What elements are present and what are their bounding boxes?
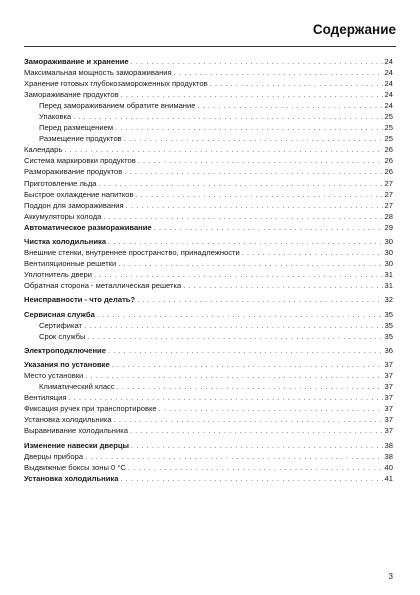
toc-entry-page: 24	[384, 57, 393, 66]
toc-entry[interactable]	[24, 122, 393, 133]
toc-dot-leader	[121, 89, 383, 100]
toc-entry[interactable]	[24, 473, 393, 484]
toc-dot-leader	[64, 144, 382, 155]
toc-entry-title: Замораживание и хранение	[24, 57, 129, 66]
toc-entry[interactable]	[24, 111, 393, 122]
toc-entry[interactable]	[24, 247, 393, 258]
toc-entry-title: Фиксация ручек при транспортировке	[24, 404, 157, 414]
toc-entry-page: 30	[384, 247, 393, 257]
toc-entry[interactable]	[24, 370, 393, 381]
toc-entry[interactable]	[24, 189, 393, 200]
toc-entry-title: Климатический класс	[39, 382, 115, 392]
toc-entry-page: 37	[384, 393, 393, 403]
page-title: Содержание	[312, 22, 396, 37]
toc-entry-page: 26	[384, 167, 393, 177]
toc-entry[interactable]	[24, 236, 393, 247]
toc-entry-page: 25	[384, 112, 393, 122]
toc-entry-title: Максимальная мощность замораживания	[24, 68, 172, 78]
toc-entry-title: Вентиляционные решетки	[24, 259, 117, 269]
toc-entry-page: 30	[384, 259, 393, 269]
toc-entry-page: 25	[384, 123, 393, 133]
toc-entry-page: 35	[384, 320, 393, 330]
toc-dot-leader	[120, 473, 382, 484]
toc-entry-title: Установка холодильника	[24, 415, 112, 425]
toc-entry-page: 26	[384, 156, 393, 166]
toc-dot-leader	[154, 222, 383, 233]
toc-entry[interactable]	[24, 258, 393, 269]
page-header	[24, 18, 396, 47]
toc-entry[interactable]	[24, 144, 393, 155]
toc-entry[interactable]	[24, 166, 393, 177]
toc-dot-leader	[197, 100, 382, 111]
toc-entry[interactable]	[24, 56, 393, 67]
page-number: 3	[388, 572, 393, 581]
toc-dot-leader	[136, 189, 383, 200]
toc-dot-leader	[210, 78, 383, 89]
toc-entry-title: Хранение готовых глубокозамороженных продуктов	[24, 79, 208, 89]
toc-dot-leader	[84, 320, 383, 331]
toc-entry-page: 40	[384, 462, 393, 472]
toc-dot-leader	[112, 359, 383, 370]
toc-entry-title: Перед размещением	[39, 123, 114, 133]
toc-dot-leader	[138, 155, 383, 166]
toc-dot-leader	[128, 462, 383, 473]
table-of-contents	[24, 56, 393, 484]
toc-dot-leader	[137, 294, 382, 305]
toc-entry-page: 24	[384, 79, 393, 89]
toc-dot-leader	[159, 403, 383, 414]
toc-entry-page: 27	[384, 178, 393, 188]
toc-entry[interactable]	[24, 440, 393, 451]
toc-entry[interactable]	[24, 211, 393, 222]
toc-entry[interactable]	[24, 269, 393, 280]
toc-dot-leader	[126, 200, 383, 211]
toc-entry-page: 27	[384, 189, 393, 199]
toc-entry[interactable]	[24, 100, 393, 111]
toc-entry-page: 29	[384, 222, 393, 232]
toc-entry[interactable]	[24, 67, 393, 78]
toc-entry[interactable]	[24, 309, 393, 320]
toc-dot-leader	[131, 56, 383, 67]
toc-entry[interactable]	[24, 78, 393, 89]
toc-entry-page: 37	[384, 360, 393, 370]
toc-entry-page: 37	[384, 415, 393, 425]
toc-dot-leader	[124, 133, 383, 144]
toc-entry-title: Поддон для замораживания	[24, 200, 124, 210]
toc-entry[interactable]	[24, 133, 393, 144]
toc-dot-leader	[99, 178, 383, 189]
toc-dot-leader	[103, 211, 382, 222]
toc-entry-title: Выравнивание холодильника	[24, 426, 128, 436]
toc-entry-page: 35	[384, 309, 393, 319]
toc-dot-leader	[85, 370, 382, 381]
toc-entry-title: Место установки	[24, 371, 84, 381]
toc-dot-leader	[242, 247, 383, 258]
toc-entry-page: 31	[384, 270, 393, 280]
toc-entry-title: Обратная сторона - металлическая решетка	[24, 281, 182, 291]
toc-entry[interactable]	[24, 414, 393, 425]
toc-entry[interactable]	[24, 178, 393, 189]
toc-dot-leader	[85, 451, 382, 462]
toc-entry[interactable]	[24, 222, 393, 233]
toc-entry[interactable]	[24, 381, 393, 392]
toc-entry-page: 35	[384, 331, 393, 341]
toc-entry-title: Упаковка	[39, 112, 72, 122]
toc-entry-title: Система маркировки продуктов	[24, 156, 136, 166]
toc-entry-title: Автоматическое размораживание	[24, 222, 152, 232]
toc-entry-title: Замораживание продуктов	[24, 90, 119, 100]
toc-entry-title: Внешние стенки, внутреннее пространство, принадлежности	[24, 247, 240, 257]
toc-entry[interactable]	[24, 280, 393, 291]
toc-dot-leader	[68, 392, 382, 403]
toc-entry-title: Быстрое охлаждение напитков	[24, 189, 134, 199]
toc-dot-leader	[130, 425, 383, 436]
toc-entry-page: 25	[384, 134, 393, 144]
toc-entry-page: 30	[384, 236, 393, 246]
toc-entry-title: Указания по установке	[24, 360, 110, 370]
toc-entry[interactable]	[24, 89, 393, 100]
toc-entry[interactable]	[24, 155, 393, 166]
toc-entry-title: Чистка холодильника	[24, 236, 107, 246]
toc-entry-page: 31	[384, 281, 393, 291]
toc-entry-title: Сертификат	[39, 320, 82, 330]
toc-entry-page: 37	[384, 371, 393, 381]
toc-entry-title: Срок службы	[39, 331, 86, 341]
toc-dot-leader	[73, 111, 382, 122]
toc-dot-leader	[94, 269, 383, 280]
toc-entry-title: Изменение навески дверцы	[24, 440, 129, 450]
toc-entry[interactable]	[24, 359, 393, 370]
toc-entry-page: 37	[384, 426, 393, 436]
toc-entry[interactable]	[24, 403, 393, 414]
toc-entry-title: Приготовление льда	[24, 178, 97, 188]
toc-entry-title: Установка холодильника	[24, 473, 119, 483]
toc-entry-title: Аккумуляторы холода	[24, 211, 102, 221]
toc-dot-leader	[124, 166, 382, 177]
toc-entry[interactable]	[24, 294, 393, 305]
toc-entry-title: Неисправности - что делать?	[24, 295, 136, 305]
toc-entry-title: Уплотнитель двери	[24, 270, 93, 280]
toc-dot-leader	[97, 309, 383, 320]
toc-dot-leader	[183, 280, 382, 291]
toc-entry-title: Вентиляция	[24, 393, 67, 403]
toc-entry-page: 38	[384, 451, 393, 461]
toc-entry-title: Сервисная служба	[24, 309, 95, 319]
toc-dot-leader	[174, 67, 383, 78]
toc-entry-title: Электроподключение	[24, 345, 106, 355]
toc-dot-leader	[108, 236, 382, 247]
toc-dot-leader	[114, 414, 383, 425]
toc-entry-title: Дверцы прибора	[24, 451, 84, 461]
toc-entry-page: 24	[384, 68, 393, 78]
toc-entry[interactable]	[24, 345, 393, 356]
toc-entry-page: 26	[384, 145, 393, 155]
toc-entry-page: 36	[384, 345, 393, 355]
toc-entry-title: Перед замораживанием обратите внимание	[39, 101, 196, 111]
toc-entry[interactable]	[24, 425, 393, 436]
toc-entry-page: 27	[384, 200, 393, 210]
toc-dot-leader	[131, 440, 383, 451]
toc-entry-page: 41	[384, 473, 393, 483]
toc-entry-page: 37	[384, 404, 393, 414]
toc-dot-leader	[118, 258, 382, 269]
toc-entry-page: 38	[384, 440, 393, 450]
toc-entry-page: 32	[384, 295, 393, 305]
toc-entry-title: Размораживание продуктов	[24, 167, 123, 177]
toc-entry-title: Размещение продуктов	[39, 134, 122, 144]
toc-entry-page: 24	[384, 101, 393, 111]
toc-entry[interactable]	[24, 331, 393, 342]
toc-entry[interactable]	[24, 462, 393, 473]
toc-dot-leader	[87, 331, 382, 342]
toc-dot-leader	[108, 345, 383, 356]
toc-entry-page: 24	[384, 90, 393, 100]
toc-entry[interactable]	[24, 320, 393, 331]
toc-entry[interactable]	[24, 200, 393, 211]
toc-entry[interactable]	[24, 451, 393, 462]
toc-entry-title: Выдвижные боксы зоны 0 °C	[24, 462, 126, 472]
toc-dot-leader	[115, 122, 382, 133]
toc-entry-page: 28	[384, 211, 393, 221]
toc-entry-title: Календарь	[24, 145, 63, 155]
toc-dot-leader	[117, 381, 383, 392]
toc-entry[interactable]	[24, 392, 393, 403]
toc-entry-page: 37	[384, 382, 393, 392]
